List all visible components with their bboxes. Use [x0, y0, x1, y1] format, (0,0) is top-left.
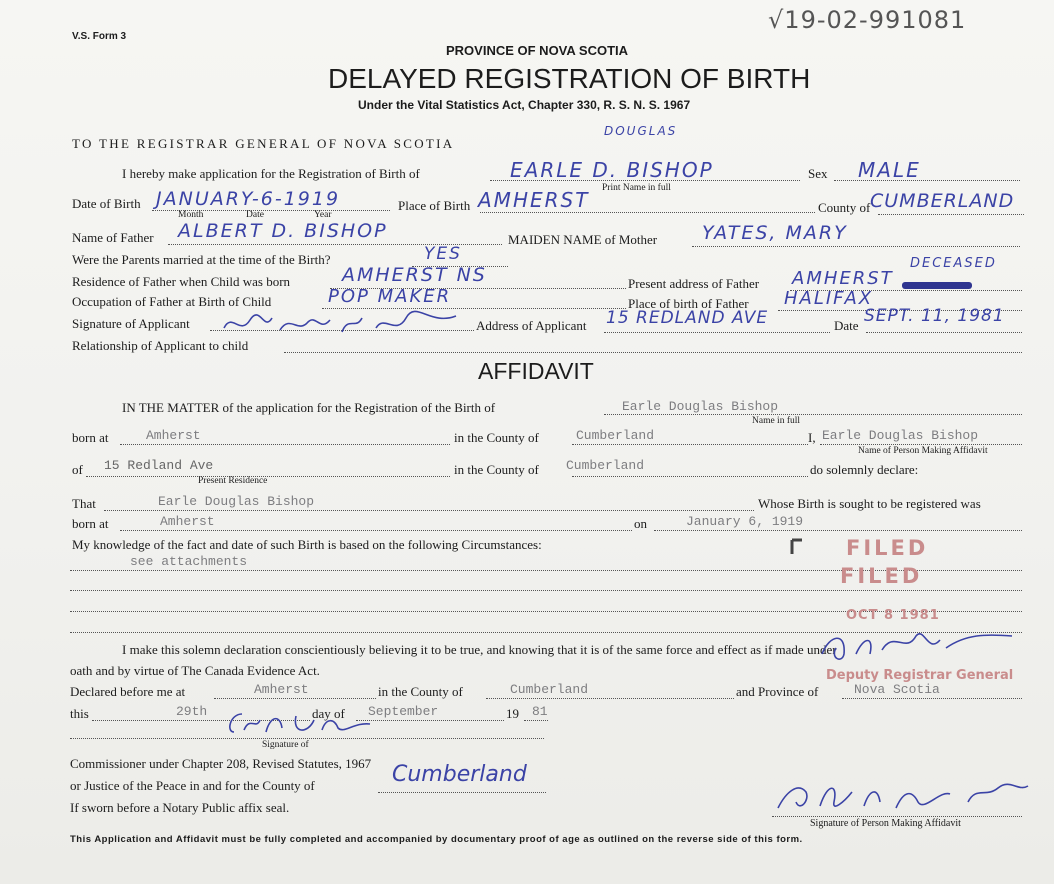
in-county-label: in the County of [454, 430, 539, 445]
form-subtitle: Under the Vital Statistics Act, Chapter 330, R. S. N. S. 1967 [358, 98, 691, 112]
declared-place-value: Amherst [254, 682, 309, 697]
person-hint: Name of Person Making Affidavit [858, 446, 988, 456]
born-at-value: Amherst [146, 428, 201, 443]
residence-value: AMHERST NS [342, 264, 487, 286]
solemn-line-2: oath and by virtue of The Canada Evidence Act. [70, 663, 320, 678]
justice-label: or Justice of the Peace in and for the County of [70, 778, 315, 793]
reference-number: √19-02-991081 [768, 6, 967, 34]
form-number: V.S. Form 3 [72, 31, 127, 42]
county-value-affidavit: Cumberland [576, 428, 655, 443]
province-heading: PROVINCE OF NOVA SCOTIA [446, 43, 629, 58]
date-value: SEPT. 11, 1981 [864, 306, 1005, 326]
county-value: CUMBERLAND [870, 190, 1015, 212]
dob-value: JANUARY-6-1919 [156, 188, 341, 210]
father-value: ALBERT D. BISHOP [178, 220, 388, 242]
on-label: on [634, 516, 647, 531]
applicant-address-label: Address of Applicant [476, 318, 587, 333]
residence-label: Residence of Father when Child was born [72, 274, 291, 289]
born-at-label-2: born at [72, 516, 109, 531]
commissioner-label: Commissioner under Chapter 208, Revised Statutes, 1967 [70, 756, 372, 771]
filed-stamp-2: FILED [840, 564, 923, 588]
applicant-address-value: 15 REDLAND AVE [606, 308, 769, 328]
deputy-registrar-stamp: Deputy Registrar General [826, 668, 1014, 683]
dob-hint-date: Date [246, 210, 264, 220]
present-address-label: Present address of Father [628, 276, 760, 291]
occupation-label: Occupation of Father at Birth of Child [72, 294, 272, 309]
name-insert-handwritten: DOUGLAS [604, 124, 678, 138]
declare-label: do solemnly declare: [810, 462, 919, 477]
declared-before-label: Declared before me at [70, 684, 186, 699]
circumstances-value: see attachments [130, 554, 248, 569]
place-of-birth-label: Place of Birth [398, 198, 471, 213]
declared-county-value: Cumberland [510, 682, 589, 697]
footer-note: This Application and Affidavit must be fully completed and accompanied by documentary proof of age as outlined on the reverse side of this form. [70, 834, 803, 845]
sex-label: Sex [808, 166, 828, 181]
year-value: 81 [532, 704, 548, 719]
person-signature-label: Signature of Person Making Affidavit [810, 818, 961, 829]
i-label: I, [808, 430, 816, 445]
dob-label: Date of Birth [72, 196, 141, 211]
person-signature-icon [772, 772, 1032, 822]
notary-label: If sworn before a Notary Public affix seal. [70, 800, 290, 815]
that-label: That [72, 496, 96, 511]
declared-county-label: in the County of [378, 684, 463, 699]
filed-stamp-1: FILED [846, 536, 929, 560]
registrar-signature-icon [816, 624, 1016, 668]
sex-value: MALE [858, 158, 921, 182]
of-label: of [72, 462, 83, 477]
father-label: Name of Father [72, 230, 154, 245]
occupation-value: POP MAKER [328, 286, 452, 307]
county2-value: Cumberland [566, 458, 645, 473]
married-label: Were the Parents married at the time of the Birth? [72, 252, 331, 267]
print-name-hint: Print Name in full [602, 183, 671, 193]
year-prefix: 19 [506, 706, 519, 721]
month-value: September [368, 704, 439, 719]
person-name: Earle Douglas Bishop [822, 428, 979, 443]
knowledge-label: My knowledge of the fact and date of such Birth is based on the following Circumstances: [72, 537, 542, 552]
justice-county-value: Cumberland [392, 762, 527, 787]
relationship-label: Relationship of Applicant to child [72, 338, 249, 353]
commissioner-signature-icon [222, 706, 382, 742]
solemn-line-1: I make this solemn declaration conscientiously believing it to be true, and knowing that it is of the same force and effect as if made under [122, 642, 837, 657]
maiden-name-value: YATES, MARY [702, 222, 848, 244]
form-title: DELAYED REGISTRATION OF BIRTH [328, 63, 811, 94]
married-value: YES [424, 244, 462, 264]
day-of-label: day of [312, 706, 345, 721]
province-label: and Province of [736, 684, 819, 699]
day-value: 29th [176, 704, 208, 719]
ink-scribble [902, 282, 972, 289]
present-address-note: DECEASED [910, 256, 997, 271]
present-address-value: AMHERST [792, 268, 894, 289]
in-county-label-2: in the County of [454, 462, 539, 477]
stamp-corner-icon [790, 538, 804, 556]
name-in-full-hint: Name in full [752, 416, 801, 426]
county-label: County of [818, 200, 871, 215]
application-label: I hereby make application for the Registration of Birth of [122, 166, 420, 181]
matter-label: IN THE MATTER of the application for the Registration of the Birth of [122, 400, 496, 415]
applicant-signature-icon [220, 306, 470, 342]
on-value: January 6, 1919 [686, 514, 804, 529]
dob-hint-month: Month [178, 210, 204, 220]
date-label: Date [834, 318, 859, 333]
whose-birth-label: Whose Birth is sought to be registered was [758, 496, 981, 511]
father-birthplace-label: Place of birth of Father [628, 296, 749, 311]
to-registrar-line: TO THE REGISTRAR GENERAL OF NOVA SCOTIA [72, 136, 455, 151]
born-at-label: born at [72, 430, 109, 445]
present-residence-hint: Present Residence [198, 476, 268, 486]
signature-of-label: Signature of [262, 740, 309, 750]
province-value: Nova Scotia [854, 682, 940, 697]
father-birthplace-value: HALIFAX [784, 288, 874, 309]
child-name-value: EARLE D. BISHOP [510, 158, 714, 182]
residence-value-affidavit: 15 Redland Ave [104, 458, 214, 473]
affidavit-heading: AFFIDAVIT [478, 358, 594, 384]
applicant-signature-label: Signature of Applicant [72, 316, 190, 331]
stamp-date: OCT 8 1981 [846, 608, 940, 623]
this-label: this [70, 706, 89, 721]
born-at2-value: Amherst [160, 514, 215, 529]
place-of-birth-value: AMHERST [478, 188, 590, 212]
maiden-name-label: MAIDEN NAME of Mother [508, 232, 658, 247]
that-value: Earle Douglas Bishop [158, 494, 315, 509]
dob-hint-year: Year [314, 210, 332, 220]
matter-name: Earle Douglas Bishop [622, 399, 779, 414]
